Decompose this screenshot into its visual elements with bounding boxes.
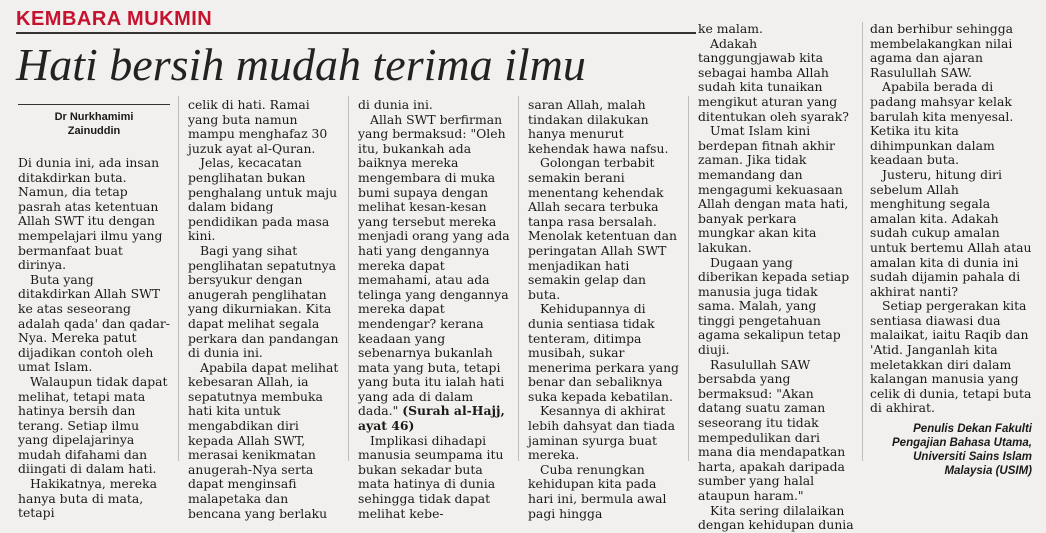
byline-divider <box>18 104 170 105</box>
column-divider <box>518 96 519 461</box>
paragraph: Kesannya di akhirat lebih dahsyat dan tiada jaminan syurga buat mereka. <box>528 403 675 463</box>
paragraph: Walaupun tidak dapat melihat, tetapi mata hatinya bersih dan terang. Setiap ilmu yang dipelajarinya mudah difahami dan diingati di dalam hati. <box>18 373 168 477</box>
article-column-4 <box>528 98 680 521</box>
paragraph: Implikasi dihadapi manusia seumpama itu bukan sekadar buta mata hatinya di dunia sehingga tidak dapat melihat kebe- <box>358 432 504 521</box>
paragraph: Apabila berada di padang mahsyar kelak barulah kita menyesal. Ketika itu kita dihimpunkan dalam keadaan buta. <box>870 79 1014 168</box>
paragraph: Kita sering dilalaikan dengan kehidupan dunia <box>698 502 854 533</box>
paragraph: Dugaan yang diberikan kepada setiap manusia juga tidak sama. Malah, yang tinggi pengetahuan agama sekalipun tetap diuji. <box>698 254 850 358</box>
byline-line: Dr Nurkhamimi <box>54 111 134 123</box>
rubric-divider <box>16 32 696 34</box>
article-headline: Hati bersih mudah terima ilmu <box>16 39 586 90</box>
column-divider <box>862 22 863 461</box>
article-column-1 <box>18 156 170 521</box>
column-divider <box>348 96 349 461</box>
author-note <box>870 422 1032 478</box>
article-column-3 <box>358 98 510 521</box>
paragraph: Umat Islam kini berdepan fitnah akhir zaman. Jika tidak memandang dan mengagumi kekuasaan Allah dengan mata hati, banyak perkara mungkar akan kita lakukan. <box>698 123 849 255</box>
paragraph: Jelas, kecacatan penglihatan bukan penghalang untuk maju dalam bidang pendidikan pada masa kini. <box>188 155 338 244</box>
quote-paragraph <box>358 113 510 434</box>
article-column-5 <box>698 22 854 533</box>
author-note-line: Penulis Dekan Fakulti <box>913 423 1032 436</box>
column-divider <box>178 96 179 461</box>
byline <box>18 110 170 138</box>
paragraph: saran Allah, malah tindakan dilakukan hanya menurut kehendak hawa nafsu. <box>528 97 669 156</box>
paragraph: Adakah tanggungjawab kita sebagai hamba Allah sudah kita tunaikan mengikut aturan yang ditentukan oleh syarak? <box>698 35 849 124</box>
paragraph: Cuba renungkan kehidupan kita pada hari ini, bermula awal pagi hingga <box>528 461 667 521</box>
author-note-line: Pengajian Bahasa Utama, <box>892 437 1032 450</box>
paragraph: ke malam. <box>698 21 763 36</box>
author-note-line: Universiti Sains Islam <box>913 451 1032 464</box>
paragraph: Kehidupannya di dunia sentiasa tidak tenteram, ditimpa musibah, sukar menerima perkara yang benar dan sebaliknya suka kepada kebatilan. <box>528 301 679 404</box>
paragraph: celik di hati. Ramai yang buta namun mampu menghafaz 30 juzuk ayat al-Quran. <box>188 97 328 156</box>
quote-text: Allah SWT berfirman yang bermaksud: "Oleh itu, bukankah ada baiknya mereka mengembara di muka bumi supaya dengan melihat kesan-kesan yang tersebut mereka menjadi orang yang ada hati yang dengannya mereka dapat memahami, atau ada telinga yang dengannya mereka dapat mendengar? kerana keadaan yang sebenarnya bukanlah mata yang buta, tetapi yang buta itu ialah hati yang ada di dalam dada." <box>358 111 510 419</box>
byline-line: Zainuddin <box>67 125 121 137</box>
article-column-6 <box>870 22 1032 478</box>
paragraph: Apabila dapat melihat kebesaran Allah, ia sepatutnya membuka hati kita untuk mengabdikan diri kepada Allah SWT, merasai kenikmatan anugerah-Nya serta dapat menginsafi malapetaka dan bencana yang berlaku <box>188 359 339 521</box>
paragraph: dan berhibur sehingga membelakangkan nilai agama dan ajaran Rasulullah SAW. <box>870 21 1014 80</box>
author-note-line: Malaysia (USIM) <box>944 465 1032 478</box>
article-column-2 <box>188 98 340 521</box>
paragraph: Hakikatnya, mereka hanya buta di mata, tetapi <box>18 476 158 521</box>
paragraph: Justeru, hitung diri sebelum Allah menghitung segala amalan kita. Adakah sudah cukup amalan untuk bertemu Allah atau amalan kita di dunia ini sudah dijamin pahala di akhirat nanti? <box>870 166 1032 299</box>
column-divider <box>688 96 689 461</box>
paragraph: di dunia ini. <box>358 97 433 112</box>
paragraph: Setiap pergerakan kita sentiasa diawasi dua malaikat, iaitu Raqib dan 'Atid. Janganlah kita meletakkan diri dalam kalangan manusia yang celik di dunia, tetapi buta di akhirat. <box>870 298 1032 416</box>
paragraph: Bagi yang sihat penglihatan sepatutnya bersyukur dengan anugerah penglihatan yang dikurniakan. Kita dapat melihat segala perkara dan pandangan di dunia ini. <box>188 242 339 361</box>
quote-citation: (Surah al-Hajj, ayat 46) <box>358 403 505 434</box>
paragraph: Rasulullah SAW bersabda yang bermaksud: "Akan datang suatu zaman seseorang itu tidak mempedulikan dari mana dia mendapatkan harta, apakah daripada sumber yang halal ataupun haram." <box>698 356 846 503</box>
paragraph: Di dunia ini, ada insan ditakdirkan buta. Namun, dia tetap pasrah atas ketentuan Allah SWT itu dengan mempelajari ilmu yang bermanfaat buat dirinya. <box>18 155 163 273</box>
paragraph: Buta yang ditakdirkan Allah SWT ke atas seseorang adalah qada' dan qadar-Nya. Mereka patut dijadikan contoh oleh umat Islam. <box>18 271 170 375</box>
section-rubric: KEMBARA MUKMIN <box>16 8 213 30</box>
paragraph: Golongan terbabit semakin berani menentang kehendak Allah secara terbuka tanpa rasa bersalah. Menolak ketentuan dan peringatan Allah SWT menjadikan hati semakin gelap dan buta. <box>528 155 677 302</box>
